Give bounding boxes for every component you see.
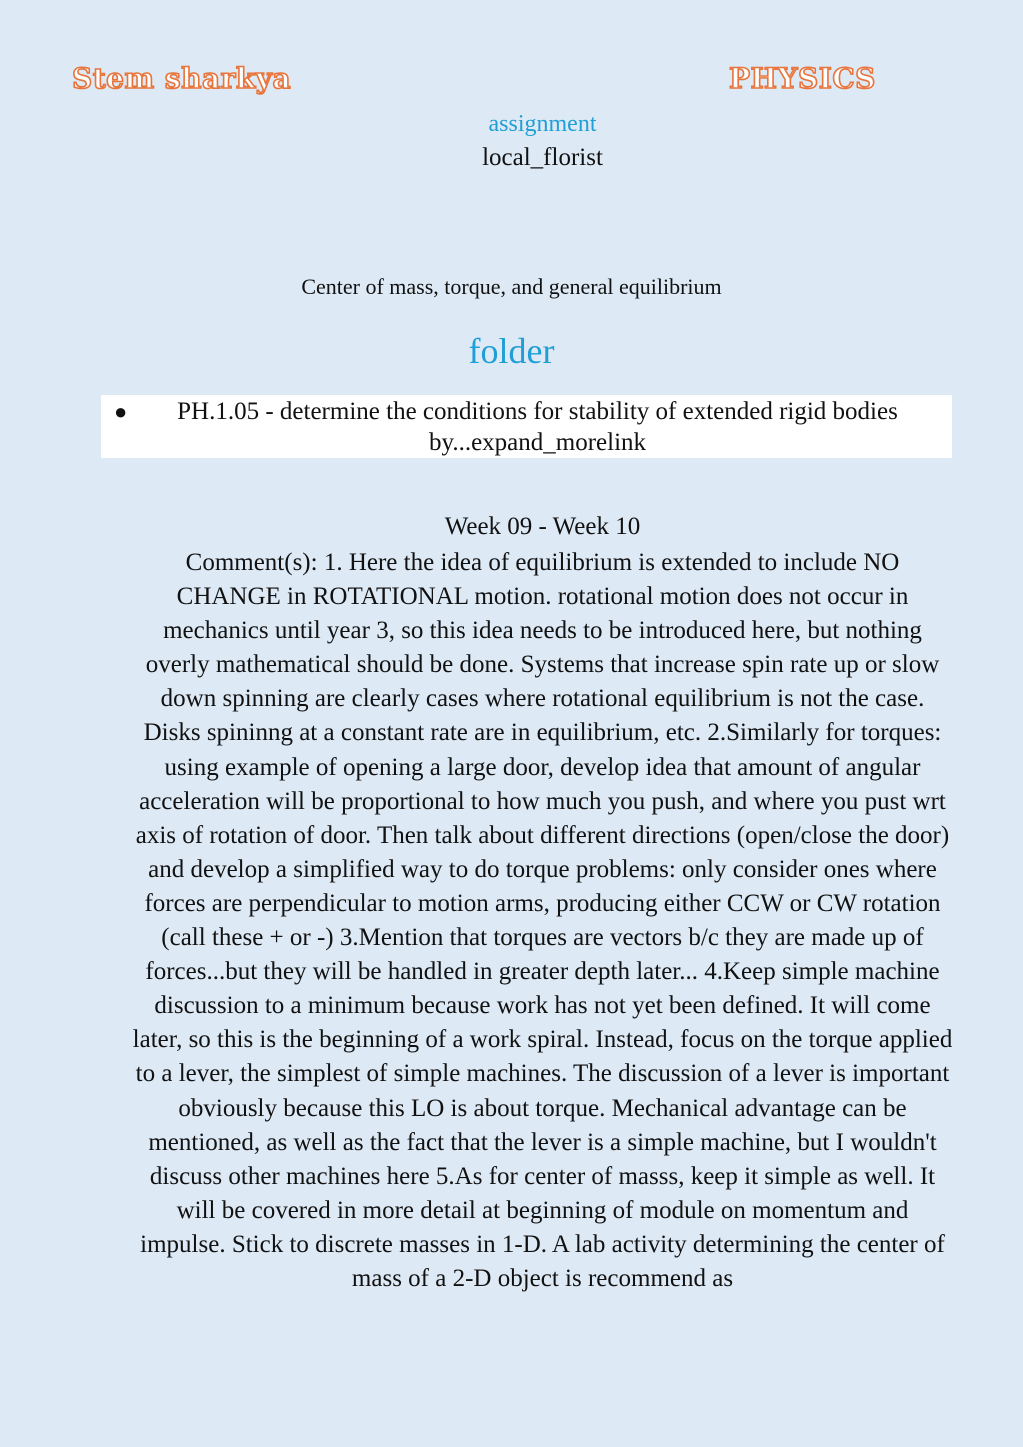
folder-icon[interactable]: folder [468, 331, 555, 371]
learning-outcomes-box [101, 395, 952, 458]
comments-text: Comment(s): 1. Here the idea of equilibrium is extended to include NO CHANGE in ROTATIONAL motion. rotational motion does not occur in mechanics until year 3, so this idea needs to be introduced here, but nothing overly mathematical should be done. Systems that increase spin rate up or slow down spinning are clearly cases where rotational equilibrium is not the case. Disks spininng at a constant rate are in equilibrium, etc. 2.Similarly for torques: using example of opening a large door, develop idea that amount of angular acceleration will be proportional to how much you push, and where you pust wrt axis of rotation of door. Then talk about different directions (open/close the door) and develop a simplified way to do torque problems: only consider ones where forces are perpendicular to motion arms, producing either CCW or CW rotation (call these + or -) 3.Mention that torques are vectors b/c they are made up of forces...but they will be handled in greater depth later... 4.Keep simple machine discussion to a minimum because work has not yet been defined. It will come later, so this is the beginning of a work spiral. Instead, focus on the torque applied to a lever, the simplest of simple machines. The discussion of a lever is important obviously because this LO is about torque. Mechanical advantage can be mentioned, as well as the fact that the lever is a simple machine, but I wouldn't discuss other machines here 5.As for center of masss, keep it simple as well. It will be covered in more detail at beginning of module on momentum and impulse. Stick to discrete masses in 1-D. A lab activity determining the center of mass of a 2-D object is recommend as [132, 549, 953, 1292]
subject-logo-right: PHYSICS [729, 62, 876, 95]
brand-logo-left: Stem sharkya [72, 62, 292, 95]
topic-title: Center of mass, torque, and general equilibrium [301, 274, 722, 299]
learning-outcome-item[interactable] [101, 395, 952, 458]
week-range: Week 09 - Week 10 [444, 513, 641, 540]
bullet-icon: ● [114, 399, 128, 424]
assignment-icon: assignment [488, 111, 597, 137]
learning-outcomes-list [101, 395, 952, 458]
assignment-label: local_florist [482, 144, 603, 171]
learning-outcome-text: PH.1.05 - determine the conditions for stability of extended rigid bodies by...expand_morelink [177, 398, 898, 456]
